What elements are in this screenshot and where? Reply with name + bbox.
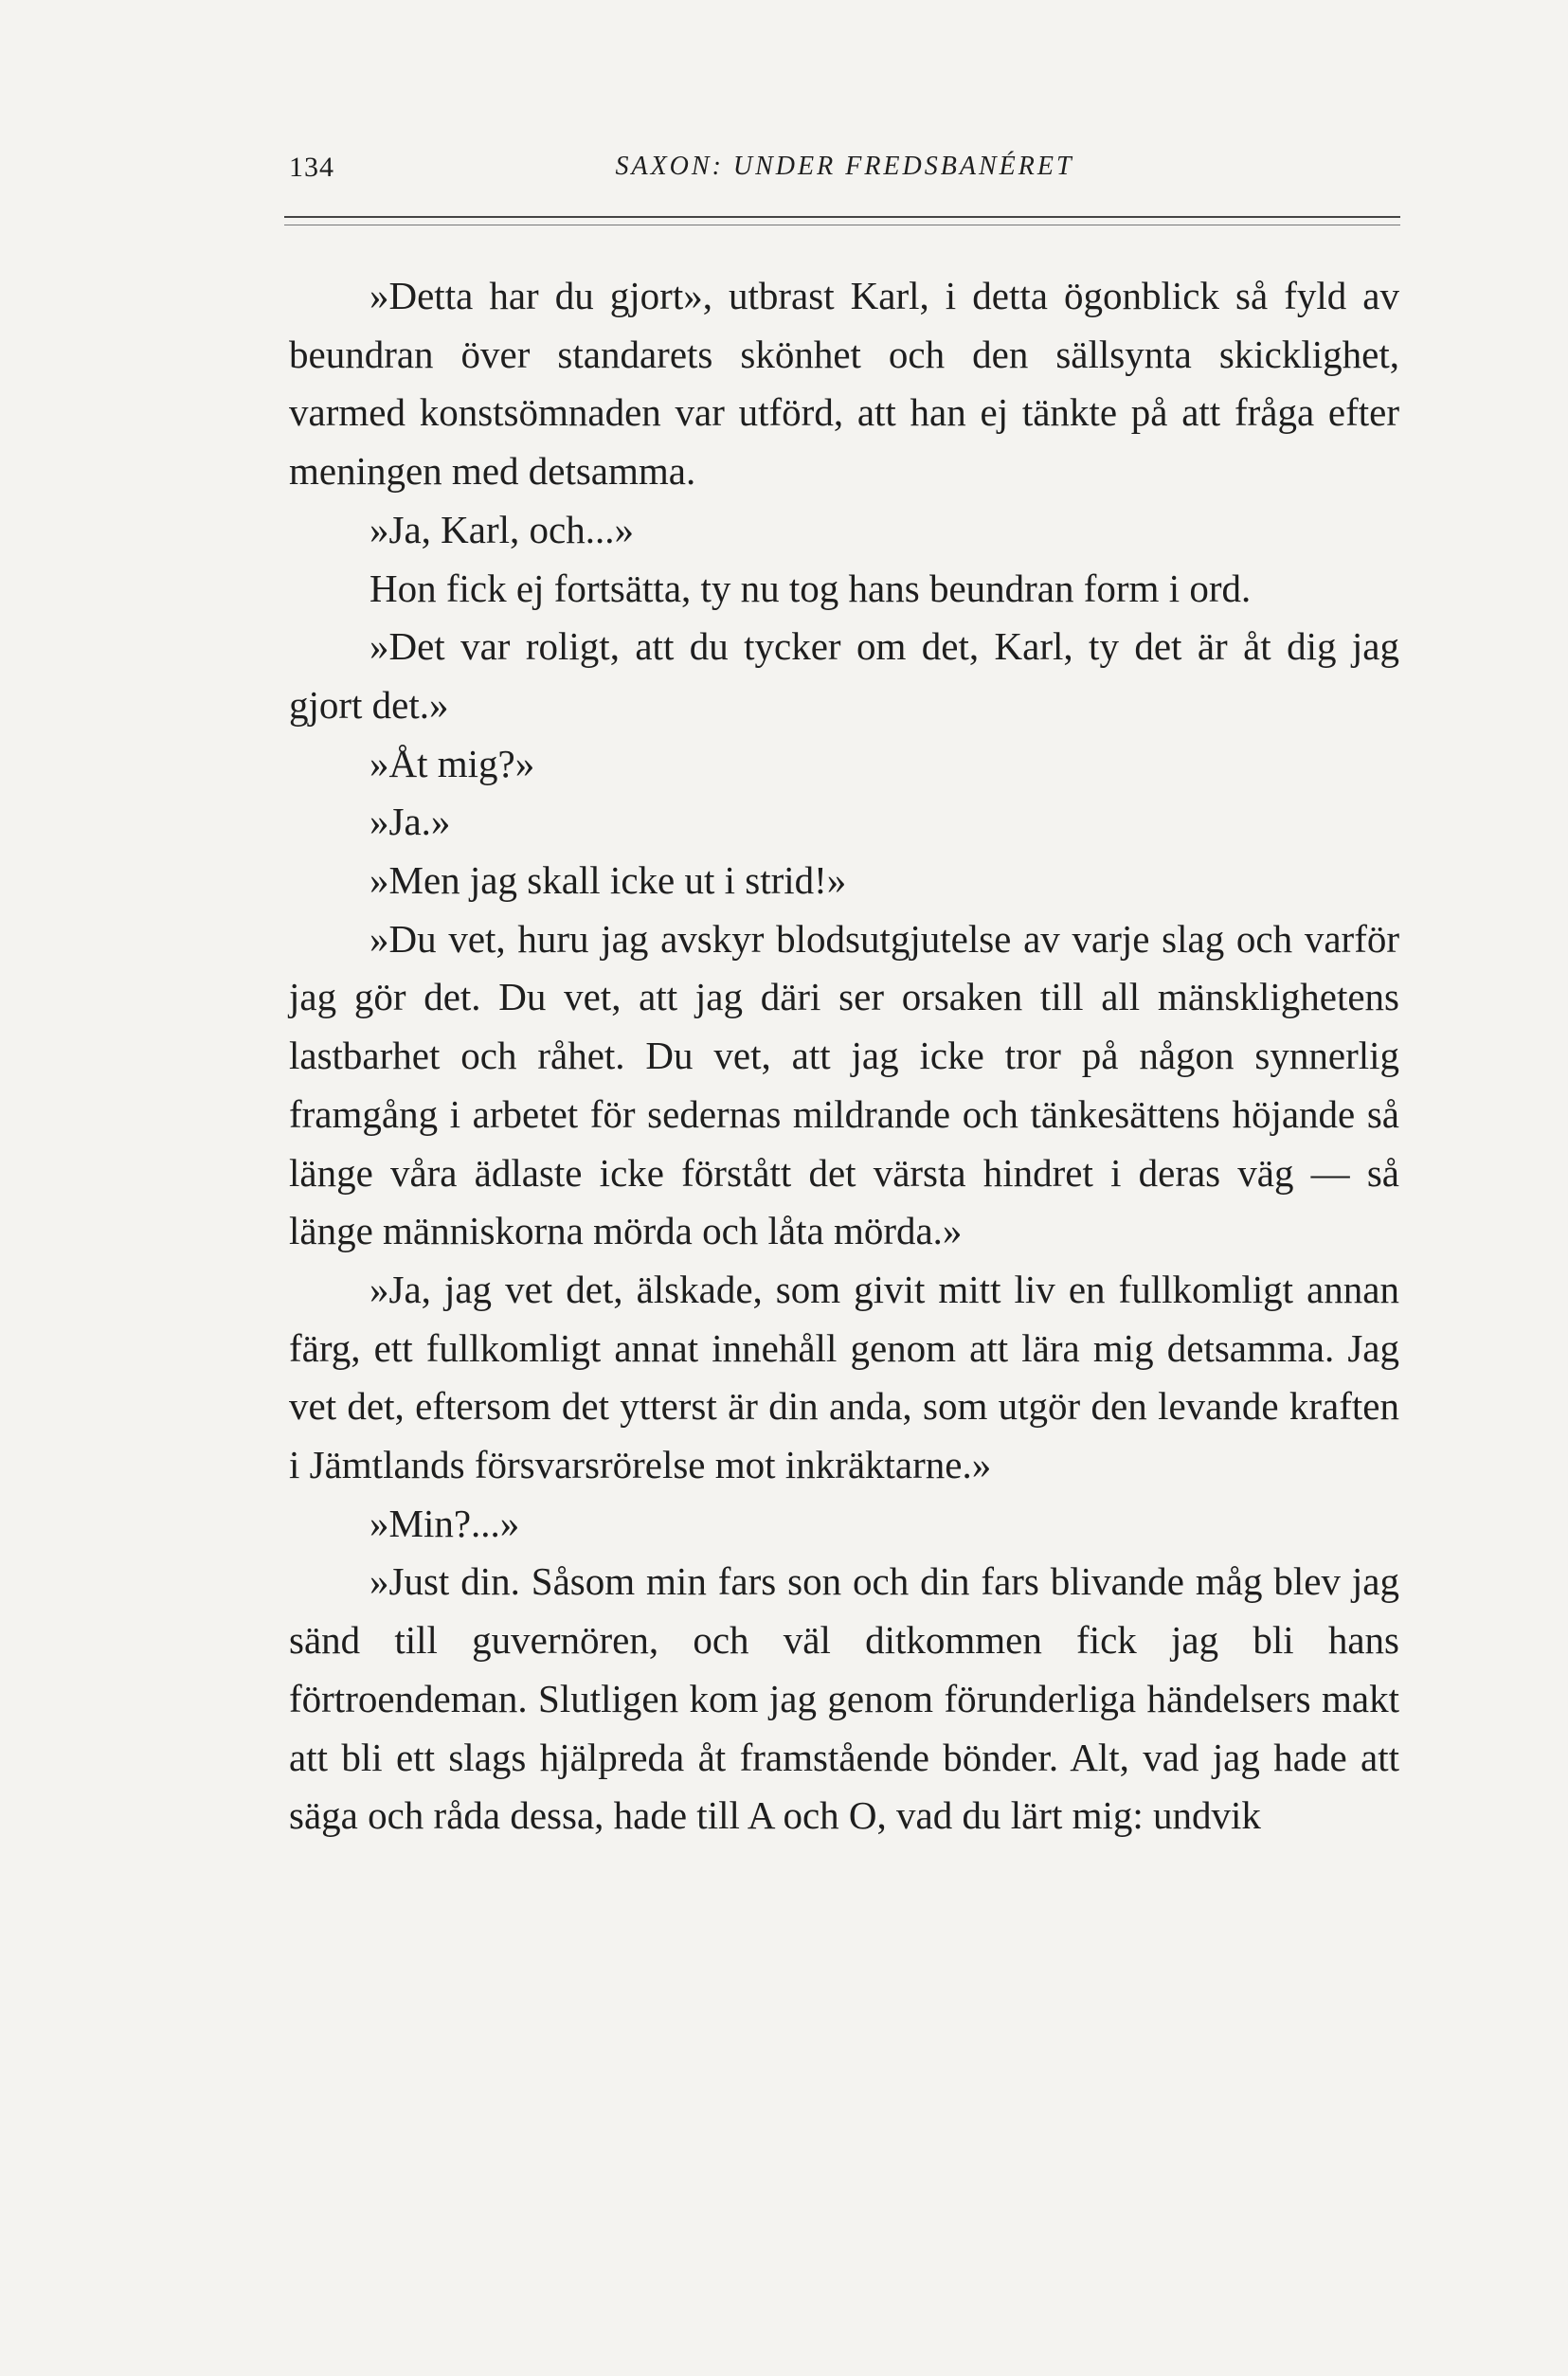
running-title: SAXON: UNDER FREDSBANÉRET xyxy=(615,152,1074,181)
paragraph: »Det var roligt, att du tycker om det, Karl, ty det är åt dig jag gjort det.» xyxy=(289,624,1399,727)
paragraph: »Ja, Karl, och...» xyxy=(369,507,634,551)
paragraph: »Just din. Såsom min fars son och din fars blivande måg blev jag sänd till guvernören, och väl ditkommen fick jag bli hans förtroendeman. Slutligen kom jag genom förunderliga händelsers makt att bli ett slags hjälpreda åt framstående bönder. Alt, vad jag hade att säga och råda dessa, hade till A och O, vad du lärt mig: undvik xyxy=(289,1559,1399,1838)
paragraph: »Min?...» xyxy=(369,1501,520,1545)
body-text xyxy=(289,267,1399,1845)
page-number: 134 xyxy=(289,152,334,183)
paragraph: »Ja.» xyxy=(369,800,451,844)
paragraph: »Ja, jag vet det, älskade, som givit mitt liv en fullkomligt annan färg, ett fullkomligt annat innehåll genom att lära mig detsamma. Jag vet det, eftersom det ytterst är din anda, som utgör den levande kraften i Jämtlands försvarsrörelse mot inkräktarne.» xyxy=(289,1267,1399,1487)
header-rule xyxy=(284,216,1400,225)
paragraph: »Men jag skall icke ut i strid!» xyxy=(369,858,847,903)
paragraph: Hon fick ej fortsätta, ty nu tog hans beundran form i ord. xyxy=(369,566,1252,610)
paragraph: »Åt mig?» xyxy=(369,741,535,785)
page-header xyxy=(289,152,1400,189)
paragraph: »Detta har du gjort», utbrast Karl, i detta ögonblick så fyld av beundran över standarets skönhet och den sällsynta skicklighet, varmed konstsömnaden var utförd, att han ej tänkte på att fråga efter meningen med detsamma. xyxy=(289,274,1399,494)
paragraph: »Du vet, huru jag avskyr blodsutgjutelse av varje slag och varför jag gör det. Du vet, att jag däri ser orsaken till all mänsklighetens lastbarhet och råhet. Du vet, att jag icke tror på någon synnerlig framgång i arbetet för sedernas mildrande och tänkesättens höjande så länge våra ädlaste icke förstått det värsta hindret i deras väg — så länge människorna mörda och låta mörda.» xyxy=(289,916,1399,1253)
